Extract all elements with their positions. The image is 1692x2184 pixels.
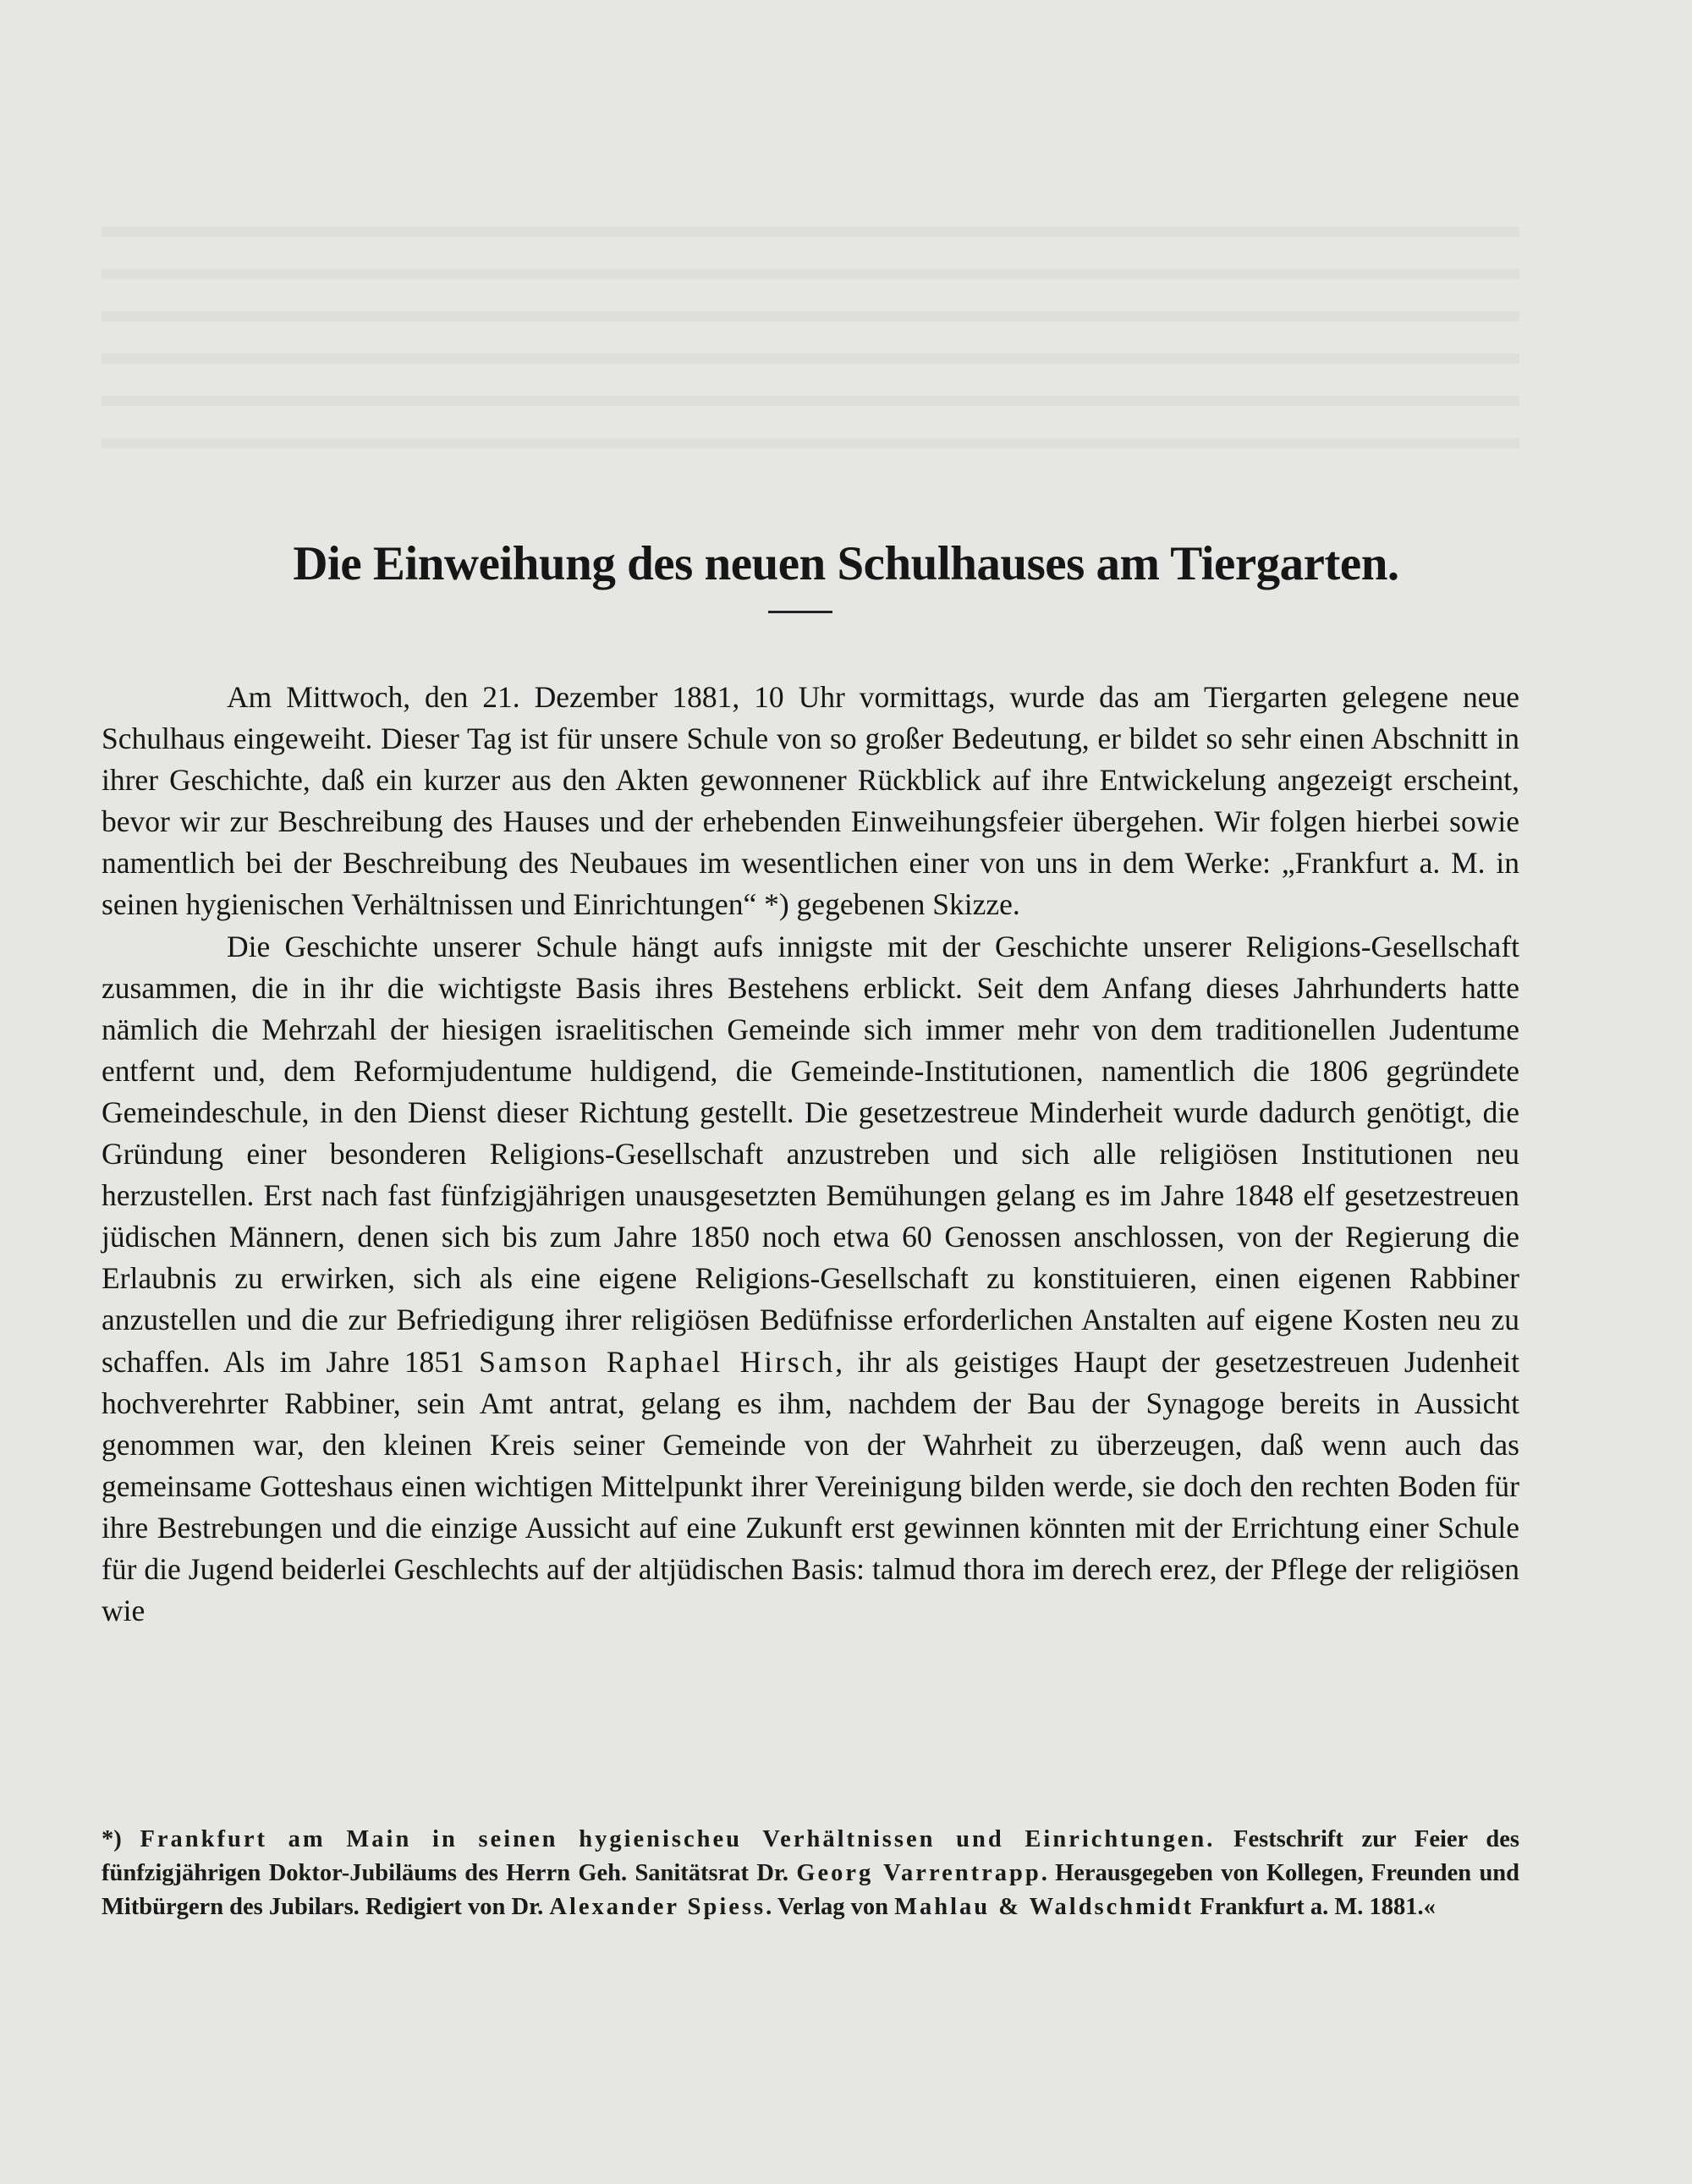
footnote-publisher: Mahlau & Waldschmidt (894, 1894, 1195, 1920)
footnote-marker: *) (102, 1826, 140, 1852)
title-underline (768, 611, 832, 613)
footnote-name-spiess: Alexander Spiess (549, 1894, 766, 1920)
footnote-book-title: Frankfurt am Main in seinen hygienischeu Verhältnissen und Einrichtungen. (140, 1826, 1216, 1852)
article-body (102, 677, 1519, 1632)
footnote: *) Frankfurt am Main in seinen hygienischeu Verhältnissen und Einrichtungen. Festschrift zur Feier des fünfzigjährigen Doktor-Jubiläums des Herrn Geh. Sanitätsrat Dr. Georg Varrentrapp. Herausgegeben von Kollegen, Freunden und Mitbürgern des Jubilars. Redigiert von Dr. Alexander Spiess. Verlag von Mahlau & Waldschmidt Frankfurt a. M. 1881.« (102, 1826, 1520, 1920)
paragraph-2: Die Geschichte unserer Schule hängt aufs innigste mit der Geschichte unserer Religions-Gesellschaft zusammen, die in ihr die wichtigste Basis ihres Bestehens erblickt. Seit dem Anfang dieses Jahrhunderts hatte nämlich die Mehrzahl der hiesigen israelitischen Gemeinde sich immer mehr von dem traditionellen Judentume entfernt und, dem Reformjudentume huldigend, die Gemeinde-Institutionen, namentlich die 1806 gegründete Gemeindeschule, in den Dienst dieser Richtung gestellt. Die gesetzestreue Minderheit wurde dadurch genötigt, die Gründung einer besonderen Religions-Gesellschaft anzustreben und sich alle religiösen Institutionen neu herzustellen. Erst nach fast fünfzigjährigen unausgesetzten Bemühungen gelang es im Jahre 1848 elf gesetzestreuen jüdischen Männern, denen sich bis zum Jahre 1850 noch etwa 60 Genossen anschlossen, von der Regierung die Erlaubnis zu erwirken, sich als eine eigene Religions-Gesellschaft zu konstituieren, einen eigenen Rabbiner anzustellen und die zur Befriedigung ihrer religiösen Bedüfnisse erforderlichen Anstalten auf eigene Kosten neu zu schaffen. Als im Jahre 1851 Samson Raphael Hirsch, ihr als geistiges Haupt der gesetzestreuen Judenheit hochverehrter Rabbiner, sein Amt antrat, gelang es ihm, nachdem der Bau der Synagoge bereits in Aussicht genommen war, den kleinen Kreis seiner Gemeinde von der Wahrheit zu überzeugen, daß wenn auch das gemeinsame Gotteshaus einen wichtigen Mittelpunkt ihrer Vereinigung bilden werde, sie doch den rechten Boden für ihre Bestrebungen und die einzige Aussicht auf eine Zukunft erst gewinnen könnten mit der Errichtung einer Schule für die Jugend beiderlei Geschlechts auf der altjüdischen Basis: talmud thora im derech erez, der Pflege der religiösen wie (102, 929, 1519, 1628)
footnote-name-varrentrapp: Georg Varrentrapp (796, 1860, 1041, 1886)
person-name: Samson Raphael Hirsch (479, 1344, 836, 1379)
paragraph-1: Am Mittwoch, den 21. Dezember 1881, 10 Uhr vormittags, wurde das am Tiergarten gelegene neue Schulhaus eingeweiht. Dieser Tag ist für unsere Schule von so großer Bedeutung, er bildet so sehr einen Abschnitt in ihrer Geschichte, daß ein kurzer aus den Akten gewonnener Rückblick auf ihre Entwickelung angezeigt erscheint, bevor wir zur Beschreibung des Hauses und der erhebenden Einweihungsfeier übergehen. Wir folgen hierbei sowie namentlich bei der Beschreibung des Neubaues im wesentlichen einer von uns in dem Werke: „Frankfurt a. M. in seinen hygienischen Verhältnissen und Einrichtungen“ *) gegebenen Skizze. (102, 680, 1519, 922)
article-title: Die Einweihung des neuen Schulhauses am Tiergarten. (293, 537, 1399, 591)
bleed-through-text (102, 195, 1519, 448)
